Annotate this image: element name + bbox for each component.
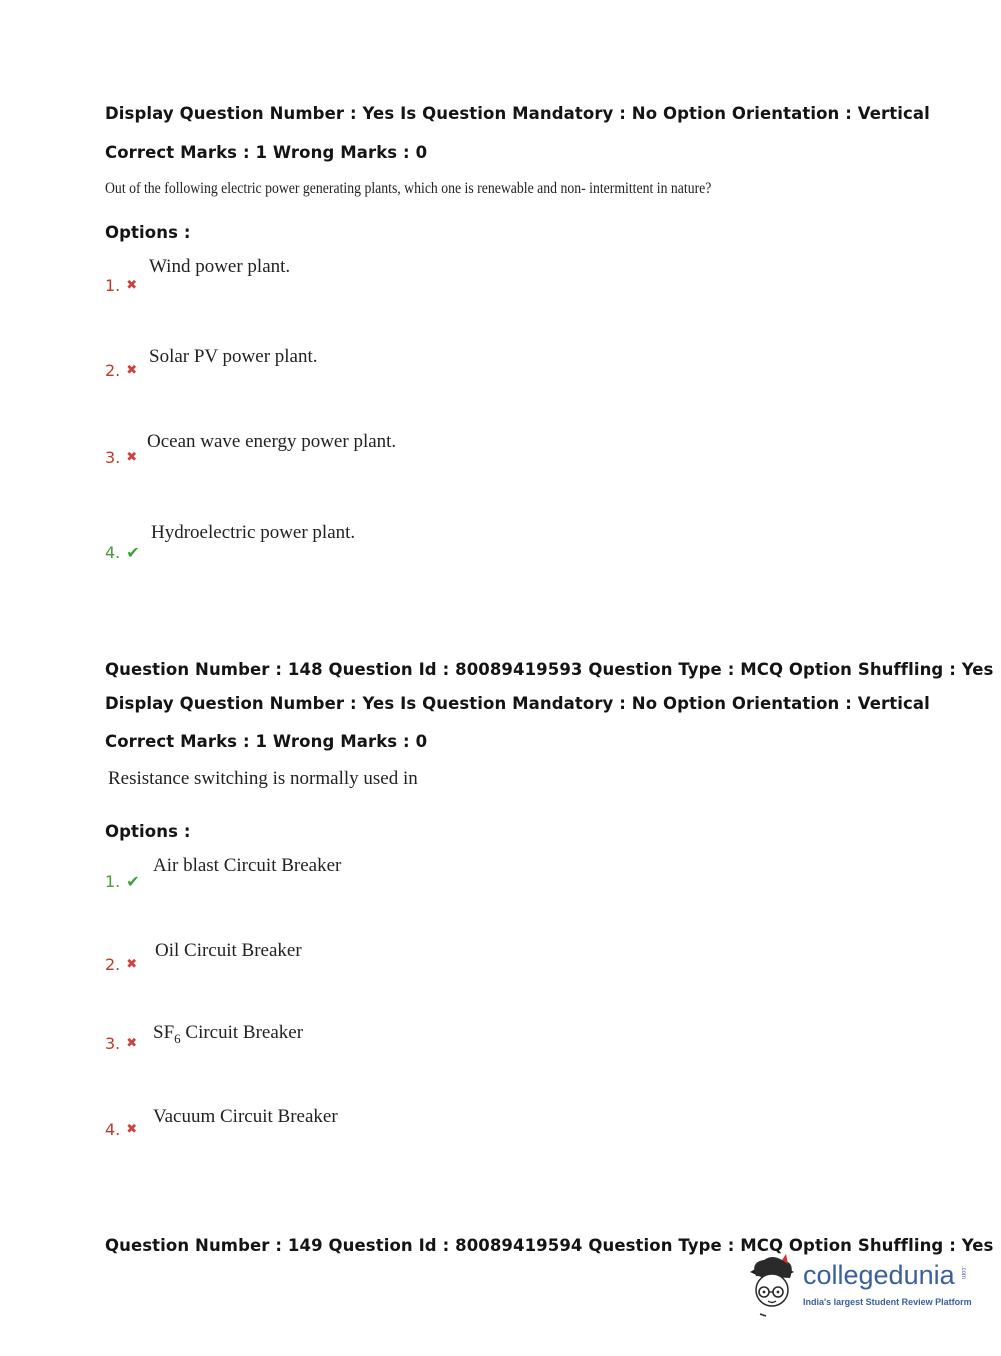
cross-icon: ✖ — [126, 450, 138, 465]
logo-tld: .com — [960, 1266, 966, 1280]
q149-header: Question Number : 149 Question Id : 80089419594 Question Type : MCQ Option Shuffling : Yes — [105, 1236, 994, 1255]
check-icon: ✔ — [126, 872, 140, 891]
q147-option-3-number: 3. ✖ — [105, 448, 138, 467]
q147-option-1-number: 1. ✖ — [105, 276, 138, 295]
logo-wordmark: collegedunia — [803, 1260, 955, 1290]
q148-option-2-number: 2. ✖ — [105, 955, 138, 974]
q147-question-text: Out of the following electric power generating plants, which one is renewable and non- intermittent in nature? — [105, 180, 712, 197]
q148-option-4-text: Vacuum Circuit Breaker — [153, 1106, 338, 1127]
cross-icon: ✖ — [126, 957, 138, 972]
logo-tagline: India's largest Student Review Platform — [803, 1297, 972, 1307]
q147-option-4-number: 4. ✔ — [105, 543, 140, 562]
q148-meta-line1: Display Question Number : Yes Is Question Mandatory : No Option Orientation : Vertical — [105, 694, 930, 713]
q148-option-1-text: Air blast Circuit Breaker — [153, 855, 342, 876]
q147-option-4-text: Hydroelectric power plant. — [151, 522, 356, 543]
q148-question-text: Resistance switching is normally used in — [108, 768, 418, 789]
q148-option-3-number: 3. ✖ — [105, 1034, 138, 1053]
q148-options-label: Options : — [105, 822, 191, 841]
q147-meta-line2: Correct Marks : 1 Wrong Marks : 0 — [105, 143, 428, 162]
q148-meta-line2: Correct Marks : 1 Wrong Marks : 0 — [105, 732, 428, 751]
q147-option-3-text: Ocean wave energy power plant. — [147, 431, 397, 452]
q147-meta-line1: Display Question Number : Yes Is Question Mandatory : No Option Orientation : Vertical — [105, 104, 930, 123]
cross-icon: ✖ — [126, 1122, 138, 1137]
cross-icon: ✖ — [126, 278, 138, 293]
q148-option-3-text: $SF_6$ Circuit Breaker — [153, 1022, 304, 1046]
q147-option-1-text: Wind power plant. — [149, 256, 291, 277]
q148-header: Question Number : 148 Question Id : 80089419593 Question Type : MCQ Option Shuffling : Yes — [105, 660, 994, 679]
q148-option-2-text: Oil Circuit Breaker — [155, 940, 302, 961]
q147-option-2-text: Solar PV power plant. — [149, 346, 318, 367]
collegedunia-logo — [742, 1254, 972, 1320]
cross-icon: ✖ — [126, 1036, 138, 1051]
q147-option-2-number: 2. ✖ — [105, 361, 138, 380]
q148-option-1-number: 1. ✔ — [105, 872, 140, 891]
cross-icon: ✖ — [126, 363, 138, 378]
q148-option-4-number: 4. ✖ — [105, 1120, 138, 1139]
q147-options-label: Options : — [105, 223, 191, 242]
mascot-icon — [742, 1254, 802, 1320]
check-icon: ✔ — [126, 543, 140, 562]
